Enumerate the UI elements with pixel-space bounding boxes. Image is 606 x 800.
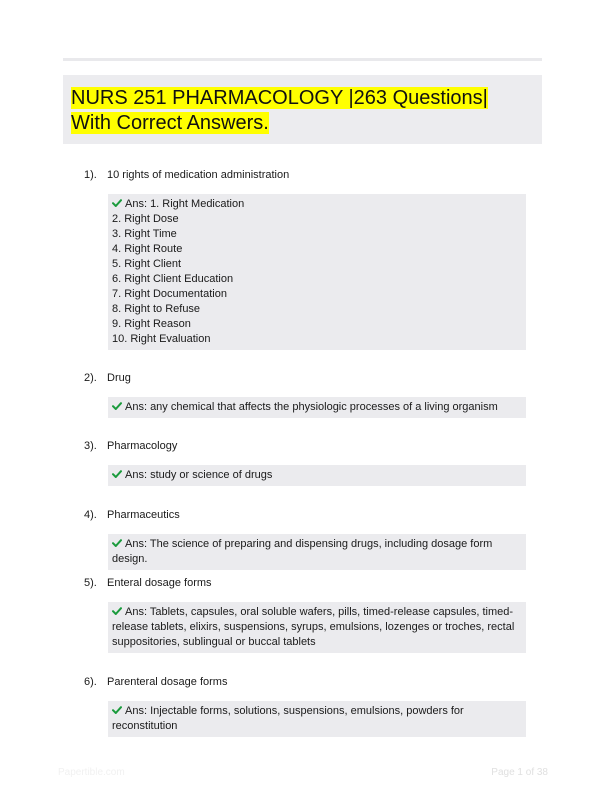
question-text: Pharmacology [107, 440, 178, 452]
answer-text: 2. Right Dose [112, 213, 179, 225]
question-text: Pharmaceutics [107, 509, 180, 521]
checkmark-icon [112, 469, 122, 479]
question-number: 3). [84, 440, 97, 452]
answer-text: 8. Right to Refuse [112, 303, 201, 315]
checkmark-icon [112, 606, 122, 616]
answer-text: 7. Right Documentation [112, 288, 227, 300]
answer-line [112, 257, 522, 272]
question-text: Drug [107, 372, 131, 384]
answer-line [112, 197, 522, 212]
answer-text: 9. Right Reason [112, 318, 191, 330]
question-number: 5). [84, 577, 97, 589]
answer-text: 3. Right Time [112, 228, 177, 240]
page-number: Page 1 of 38 [491, 767, 548, 778]
answer-line [112, 227, 522, 242]
answer-line [112, 400, 522, 415]
answer-box [108, 701, 526, 737]
answer-line [112, 620, 522, 635]
answer-text: 10. Right Evaluation [112, 333, 211, 345]
answer-box [108, 465, 526, 486]
answer-text: Ans: Injectable forms, solutions, suspensions, emulsions, powders for reconstitution [112, 705, 467, 732]
answer-box [108, 397, 526, 418]
footer-watermark: Papertible.com [58, 767, 125, 778]
answer-text: Ans: 1. Right Medication [125, 198, 245, 210]
question-text: 10 rights of medication administration [107, 169, 290, 181]
checkmark-icon [112, 705, 122, 715]
answer-line [112, 287, 522, 302]
answer-box [108, 602, 526, 653]
checkmark-icon [112, 538, 122, 548]
answer-line [112, 212, 522, 227]
answer-text: 5. Right Client [112, 258, 182, 270]
question-number: 2). [84, 372, 97, 384]
answer-text: 6. Right Client Education [112, 273, 234, 285]
title-block [63, 75, 542, 144]
answer-text: Ans: Tablets, capsules, oral soluble wafers, pills, timed-release capsules, timed- [125, 606, 514, 618]
answer-box [108, 194, 526, 350]
question-text: Parenteral dosage forms [107, 676, 228, 688]
answer-line [112, 332, 522, 347]
answer-line [112, 272, 522, 287]
answer-text: 4. Right Route [112, 243, 183, 255]
answer-line [112, 317, 522, 332]
document-title [71, 86, 533, 136]
question-number: 4). [84, 509, 97, 521]
answer-text: release tablets, elixirs, suspensions, syrups, emulsions, lozenges or troches, rectal [112, 621, 515, 633]
answer-text: suppositories, sublingual or buccal tablets [112, 636, 316, 648]
answer-line [112, 537, 522, 567]
answer-text: Ans: any chemical that affects the physiologic processes of a living organism [125, 401, 498, 413]
question-number: 6). [84, 676, 97, 688]
answer-text: Ans: study or science of drugs [125, 469, 273, 481]
answer-line [112, 468, 522, 483]
answer-line [112, 605, 522, 620]
question-text: Enteral dosage forms [107, 577, 212, 589]
top-divider [63, 58, 542, 61]
answer-line [112, 704, 522, 734]
checkmark-icon [112, 198, 122, 208]
document-title-text: NURS 251 PHARMACOLOGY |263 Questions| With Correct Answers. [71, 87, 488, 134]
answer-box [108, 534, 526, 570]
question-number: 1). [84, 169, 97, 181]
answer-line [112, 302, 522, 317]
checkmark-icon [112, 401, 122, 411]
answer-line [112, 635, 522, 650]
answer-line [112, 242, 522, 257]
answer-text: Ans: The science of preparing and dispensing drugs, including dosage form design. [112, 538, 496, 565]
